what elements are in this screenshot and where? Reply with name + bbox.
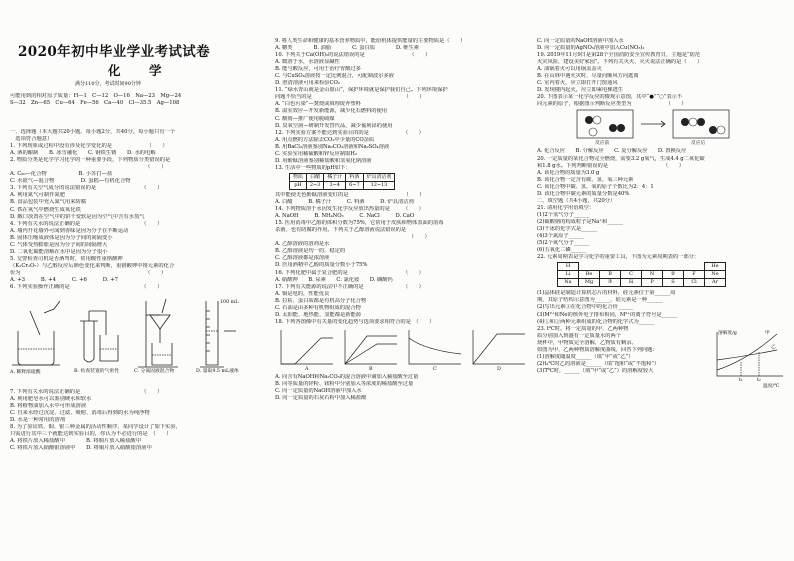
atomic-masses-line: S—32 Zn—65 Cu—64 Fe—56 Ca—40 Cl—35.5 Ag—108 bbox=[10, 100, 180, 107]
question-line: 同元素的原子，根据图示判断反应类型为 （ ） bbox=[537, 101, 687, 108]
element-cell: Cl bbox=[684, 279, 705, 287]
question-line: A. 化合反应 B. 分解反应 C. 复分解反应 D. 置换反应 bbox=[537, 148, 687, 155]
chart-ylabel: 溶解度/g bbox=[718, 331, 737, 337]
ph-table bbox=[289, 173, 395, 190]
element-cell bbox=[621, 263, 642, 271]
ph-table-header: 白醋 bbox=[306, 173, 323, 181]
element-cell: F bbox=[684, 271, 705, 279]
question-line: 选项符合题意） bbox=[10, 136, 53, 143]
element-cell: Li bbox=[558, 271, 579, 279]
figure-q18 bbox=[275, 326, 530, 374]
question-line: 杀菌，也有防腐的作用。下列关于乙醇溶液说法错误的是 bbox=[275, 227, 407, 234]
question-line: B. 能与酸反应，可用于治疗胃酸过多 bbox=[275, 66, 361, 73]
question-line: A. 油锅着火可以用锅盖盖灭 bbox=[537, 66, 602, 73]
element-cell: Ar bbox=[705, 279, 726, 287]
question-line: D. 臭氧空洞—研制开发替代品，减少氟利昂的使用 bbox=[275, 122, 393, 129]
question-line: 14. 下列物质溶于水因发生化学反应放出热量的是 （ ） bbox=[275, 206, 424, 213]
question-line: (6)五氧化二磷______ bbox=[537, 247, 587, 254]
graduated-cylinder-d bbox=[200, 300, 239, 367]
graph-label-a: A bbox=[305, 366, 309, 372]
question-line: (2)碳酸钠的构成粒子是Na⁺和______ bbox=[537, 218, 623, 225]
question-line: 9. 将人类生命和健康的基本营养物质中，能给机体提供能量的主要物质是（ ） bbox=[275, 38, 466, 44]
reaction-before-label: 反应前 bbox=[595, 141, 610, 147]
element-cell: H bbox=[558, 263, 579, 271]
figure-q6 bbox=[10, 291, 265, 379]
figure-label-d: D. 量取9.5 mL液体 bbox=[196, 369, 239, 375]
question-line: D. 敞口放置在空气中的饼干变软是因为空气中含有水蒸气 bbox=[10, 213, 145, 220]
question-line: C. 向一定质量的NaOH溶液中加入水 bbox=[275, 387, 362, 394]
question-line: 16. 下列化肥中属于复合肥的是 （ ） bbox=[275, 269, 424, 276]
periodic-row bbox=[558, 271, 726, 279]
ph-table-row-label: pH bbox=[290, 181, 307, 189]
question-line: A. 硝酸钾 B. 尿素 C. 氯化铵 D. 磷酸钙 bbox=[275, 276, 393, 283]
question-line: (1)溶解度随温度______（填“甲”或“乙”） bbox=[537, 353, 634, 360]
question-line: 火灾风险，建设美好家园”。下列有关灭火、灭火说法正确的是（ ） bbox=[537, 59, 703, 66]
ph-table-header: 橘子汁 bbox=[324, 173, 346, 181]
element-cell: Na bbox=[558, 279, 579, 287]
reaction-after-label: 反应后 bbox=[691, 141, 706, 147]
exam-info: 满分110分，考试时间90分钟 bbox=[75, 81, 141, 87]
question-line: 其中能使无色酚酞溶液变红的是 （ ） bbox=[275, 191, 425, 198]
question-line: A. 糖类 B. 油脂 C. 蛋白质 D. 维生素 bbox=[275, 45, 419, 52]
question-line: 5. 交警检查司机是否酒驾时，常用酸性重铬酸钾 bbox=[10, 255, 123, 262]
element-cell: Ne bbox=[705, 271, 726, 279]
cylinder-volume-mark: 100 mL bbox=[220, 300, 239, 306]
question-line: B. 食品包装中充入氮气用来防腐 bbox=[10, 199, 87, 206]
element-cell bbox=[642, 263, 663, 271]
ph-table-header: 炉具清洁剂 bbox=[363, 173, 395, 181]
element-cell: B bbox=[600, 271, 621, 279]
figure-label-a: A. 稀释浓硫酸 bbox=[10, 370, 41, 376]
question-line: B. 固体压缩成液体是因为分子间的间隔变小 bbox=[10, 234, 113, 241]
question-line: C. 乙醇溶液都是浓溶液 bbox=[275, 255, 330, 262]
element-cell: S bbox=[663, 279, 684, 287]
beaker-apparatus-a bbox=[12, 301, 60, 365]
question-line: 11. “绿水青山就是金山银山”，保护环境就是保护我们自己。下列环境保护 bbox=[275, 87, 448, 94]
page-title: 2020年初中毕业学业考试试卷 bbox=[18, 44, 211, 60]
question-line: 6. 下列实验操作正确的是 （ ） bbox=[10, 284, 163, 291]
question-line: 23. t℃时，将一定质量的甲、乙两种物 bbox=[537, 325, 629, 332]
question-line: 3. 下列有关空气成分的说法错误的是 （ ） bbox=[10, 185, 163, 192]
element-cell bbox=[579, 263, 600, 271]
question-line: (1)2个氢气分子______ bbox=[537, 211, 590, 218]
question-line: D. 用酚酞溶液鉴别稀盐酸和氢氧化钠溶液 bbox=[275, 157, 372, 164]
question-line: B. 将植物油加入水中可形成溶液 bbox=[10, 403, 87, 410]
question-line: 期，其原子结构示意图为______，硅元素是一种______ bbox=[537, 297, 663, 304]
series-yi-line bbox=[717, 350, 777, 360]
ph-table-cell: 2~3 bbox=[306, 181, 323, 189]
question-line: (3)T℃时，______（填“甲”或“乙”）的溶解度较大 bbox=[537, 367, 654, 374]
element-cell: Mg bbox=[579, 279, 600, 287]
question-line: C. 将铁片放入硝酸银溶液中 D. 将铜片放入硝酸银溶液中 bbox=[10, 445, 152, 452]
graphs-q18 bbox=[275, 326, 530, 374]
figure-q20 bbox=[537, 108, 787, 148]
question-line: （ ） bbox=[275, 234, 430, 241]
question-line: 20. 一定质量的某化合物完全燃烧，需要3.2 g氧气，生成4.4 g二氧化碳 bbox=[537, 155, 705, 162]
element-cell: P bbox=[642, 279, 663, 287]
graph-c bbox=[409, 330, 461, 364]
question-line: B. 该化合物一定含有碳、氢、氧三种元素 bbox=[537, 176, 634, 183]
question-line: A. 将铁片放入稀盐酸中 B. 将铜片放入稀盐酸中 bbox=[10, 438, 141, 445]
question-line: D. 向一定质量的石灰石粉中加入稀盐酸 bbox=[275, 395, 367, 402]
question-line: D. 二氧化碳能溶解在水中是因为分子很小 bbox=[10, 248, 108, 255]
question-line: A. 白醋 B. 橘子汁 C. 料酒 D. 炉具清洁剂 bbox=[275, 199, 414, 206]
question-line: 1. 下列现象或过程中没有涉及化学变化的是 （ ） bbox=[10, 143, 168, 150]
question-line: (3)干冰的化学式是______ bbox=[537, 225, 597, 232]
question-line: (4)3个氮原子______ bbox=[537, 233, 585, 240]
question-line: 22. 元素周期表是学习化学的重要工具，下图为元素周期表的一部分： bbox=[537, 254, 700, 261]
question-line: B. 乙醇溶液是均一的、稳定的 bbox=[275, 248, 346, 255]
question-line: 7. 下列有关水的说法正确的是 （ ） bbox=[10, 389, 163, 396]
question-line: A. 利用氮气可制作氮肥 bbox=[10, 192, 65, 199]
question-line: C. 实验室用稀硫酸和锌反应制取H₂ bbox=[275, 150, 357, 157]
question-line: A. 铜是电的，性能优良 bbox=[275, 290, 330, 297]
question-line: B. 拉枯、蛋白质都是有机高分子化合物 bbox=[275, 297, 367, 304]
series-label-jia: 甲 bbox=[765, 331, 770, 337]
question-line: B. 温室效应—开发新能源，减少化石燃料的使用 bbox=[275, 108, 388, 115]
ph-table-row bbox=[290, 181, 395, 189]
figure-label-b: B. 检查装置的气密性 bbox=[74, 369, 119, 375]
question-line: C. 酸雨—推广使用脱硫煤 bbox=[275, 115, 335, 122]
question-line: C. 石油是由多种有机物组成的混合物 bbox=[275, 304, 361, 311]
question-line: A. 墙内开花墙外可闻到香味是因为分子在不断运动 bbox=[10, 227, 129, 234]
question-line: C. 该化合物中碳、氢、氧的原子个数比为2：4：1 bbox=[537, 183, 654, 190]
question-line: 19. 2019年11月9日是第28个全国消防安全宣传教育日，主题是“防范 bbox=[537, 52, 701, 59]
question-line: C. 向一定质量的NaOH溶液中加入水 bbox=[537, 38, 624, 44]
question-line: D. 该化合物中碳元素的质量分数是40% bbox=[537, 190, 630, 197]
question-line: 17. 下列有关能源的说法中不正确的是 （ ） bbox=[275, 283, 424, 290]
tick-label: t₁ bbox=[739, 378, 743, 384]
subject-title: 化 学 bbox=[108, 63, 170, 78]
question-line: 4. 下列有关水的说法正确的是 （ ） bbox=[10, 220, 163, 227]
question-line: 13. 生活中一些物质的pH如下： bbox=[275, 164, 351, 171]
column-2 bbox=[275, 38, 530, 402]
question-line: 烧杯中，甲物质完全溶解，乙物质有剩余。 bbox=[537, 339, 637, 346]
question-line: D. 向一定质量的AgNO₃溶液中加入Cu(NO₃)₂ bbox=[537, 45, 645, 52]
reaction-diagram bbox=[537, 108, 787, 148]
question-line: C. 室内着火，应立即打开门窗通风 bbox=[537, 80, 618, 87]
question-line: A. “白色污染”—焚烧或填埋废弃塑料 bbox=[275, 101, 361, 108]
question-line: D. 澄清溶液可用来检验CO₂ bbox=[275, 80, 340, 87]
question-line: 12. 下列实验方案不能达到实验目的的是 （ ） bbox=[275, 129, 424, 136]
question-line: 质分别加入到盛有一定质量水的两个 bbox=[537, 332, 621, 339]
ph-table-header: 物质 bbox=[290, 173, 307, 181]
question-line: 问题不恰当的是 （ ） bbox=[275, 94, 425, 101]
question-line: (1)晶体硅是制造计算机芯片的材料，硅元素位于第______周 bbox=[537, 290, 676, 297]
ph-table-cell: 3~4 bbox=[324, 181, 346, 189]
element-cell: N bbox=[642, 271, 663, 279]
element-cell: ② bbox=[663, 271, 684, 279]
q22-23-block bbox=[537, 290, 787, 390]
column-1 bbox=[10, 129, 265, 453]
element-cell: He bbox=[705, 263, 726, 271]
ph-table-cell: 12~13 bbox=[363, 181, 395, 189]
graph-label-d: D bbox=[497, 366, 501, 372]
question-line: C. 自来水经过沉淀、过滤、吸附、消毒后得到的水为纯净物 bbox=[10, 410, 150, 417]
element-cell: C bbox=[621, 271, 642, 279]
question-line: （K₂Cr₂O₇）与乙醇反应后颜色变化来判断，重铬酸钾中铬元素的化合 bbox=[10, 262, 175, 269]
question-line: A. NaOH B. NH₄NO₃ C. NaCl D. CaO bbox=[275, 213, 415, 220]
chart-xlabel: 温度/℃ bbox=[763, 384, 780, 390]
question-line: A. 向含有NaOH和Na₂CO₃的混合溶液中滴加入稀盐酸至过量 bbox=[275, 373, 419, 380]
question-line: (2)写出元素③在化合物中的化合价______ bbox=[537, 304, 634, 311]
graph-b bbox=[345, 330, 397, 364]
question-line: A. 用点燃的方法除去CO₂中少量的CO杂质 bbox=[275, 136, 375, 143]
figure-label-c: C. 分离固液混合物 bbox=[134, 369, 175, 375]
graph-label-b: B bbox=[369, 366, 373, 372]
question-line: D. 医用酒精中乙醇的质量分数小于75% bbox=[275, 262, 368, 269]
question-line: A. C₆₀—化合物 B. 小苏打—盐 bbox=[10, 171, 113, 178]
question-line: B. 用BaCl₂溶液鉴别Na₂CO₃溶液和Na₂SO₄溶液 bbox=[275, 143, 390, 150]
element-cell: Be bbox=[579, 271, 600, 279]
element-cell bbox=[600, 263, 621, 271]
ph-table-header-row bbox=[290, 173, 395, 181]
question-line: 价为 （ ） bbox=[10, 269, 167, 276]
question-line: (4)①和②两种元素组成的化合物的化学式为______ bbox=[537, 318, 655, 325]
series-label-yi: 乙 bbox=[771, 345, 776, 351]
column-3 bbox=[537, 38, 787, 390]
ph-table-cell: 6~7 bbox=[346, 181, 363, 189]
filter-apparatus-c bbox=[138, 299, 178, 367]
question-line: (2)t₁℃时乙的溶液是______（填“饱和”或“不饱和”） bbox=[537, 360, 660, 367]
question-line: C. 与CuSO₄溶液按一定比例混合，可配制波尔多液 bbox=[275, 73, 394, 80]
question-line: A. 酒的酿制 B. 冰雪融化 C. 钢铁生锈 D. 水的电解 bbox=[10, 150, 156, 157]
question-line: C. 水银气—混合物 D. 蛋糕—有机化合物 bbox=[10, 178, 131, 185]
question-line: D. 水是一种常用的溶剂 bbox=[10, 417, 66, 424]
question-line: D. 太阳能、地热能、氢能都是新能源 bbox=[275, 311, 361, 318]
question-line: 2. 物质分类是化学学习化学的一种重要手段，下列物质分类错误的是 bbox=[10, 157, 171, 164]
question-line: 20. 下图表示某一化学反应的微观示意图，其中“●”“○”表示不 bbox=[537, 94, 683, 101]
element-cell: Si bbox=[621, 279, 642, 287]
ph-table-header: 料酒 bbox=[346, 173, 363, 181]
periodic-table bbox=[557, 262, 726, 287]
question-line: 15. 医用消毒中乙醇的体积分数为75%，它常用于皮肤和物体表面的消毒 bbox=[275, 220, 444, 227]
question-line: 18. 下列各图像中有关量的变化趋势与选项要求相符合的是 （ ） bbox=[275, 318, 435, 325]
question-line: A. 利用肥皂水可以鉴别硬水和软水 bbox=[10, 396, 92, 403]
test-tube-apparatus-b bbox=[80, 311, 118, 362]
element-cell bbox=[684, 263, 705, 271]
question-line: B. 向等质量的锌粉、镁粉中分别加入等浓度的稀盐酸至过量 bbox=[275, 380, 414, 387]
question-line: 21. 请用化学用语填空： bbox=[537, 204, 595, 211]
graph-d bbox=[473, 330, 525, 364]
atomic-masses bbox=[10, 93, 265, 107]
periodic-row bbox=[558, 279, 726, 287]
question-line: 只需进行其中三个就能达到实验目的，你认为不必进行的是 （ ） bbox=[10, 431, 172, 438]
question-line: 如图为甲、乙两种物质溶解度曲线，回答下列问题： bbox=[537, 346, 658, 353]
question-line: A. +3 B. +4 C. +6 D. +7 bbox=[10, 276, 119, 283]
question-line: (5)2个氧气分子______ bbox=[537, 240, 590, 247]
element-cell: ③ bbox=[600, 279, 621, 287]
question-line: 一、选择题（本大题共20小题，每小题2分，共40分。每小题只有一个 bbox=[10, 129, 176, 135]
element-cell bbox=[663, 263, 684, 271]
question-line: A. 该化合物的质量为3.0 g bbox=[537, 169, 600, 176]
question-line: C. 气体受热膨胀是因为分子间的间隔增大 bbox=[10, 241, 108, 248]
question-line: (3)M²⁺和Ne的核外电子排布相同，M²⁺的离子符号是______ bbox=[537, 311, 678, 318]
graph-a bbox=[281, 330, 333, 364]
question-line: 和1.8 g水。下列判断错误的是 （ ） bbox=[537, 162, 685, 169]
solubility-chart bbox=[707, 330, 787, 390]
question-line: （ ） bbox=[10, 164, 167, 171]
periodic-row bbox=[558, 263, 726, 271]
question-line: A. 乙醇溶液的溶剂是水 bbox=[275, 241, 330, 248]
question-line: 二、填空题（共4小题，共20分） bbox=[537, 197, 616, 204]
atomic-masses-line: 可能用到的相对原子质量：H—1 C—12 O—16 Na—23 Mg—24 bbox=[10, 93, 182, 99]
question-line: 10. 下列关于Ca(OH)₂的说法错误的是 （ ） bbox=[275, 52, 431, 59]
question-line: D. 发现楼内起火，应立即乘电梯逃生 bbox=[537, 87, 623, 94]
graph-label-c: C bbox=[433, 366, 437, 372]
tick-label: t₂ bbox=[757, 378, 761, 384]
question-line: C. 铁在氧气中燃烧生成氧化铁 bbox=[10, 206, 81, 213]
question-line: A. 微溶于水，水溶液显碱性 bbox=[275, 59, 340, 66]
question-line: B. 在山林中遇火灾时，尽量向顺风方向逃离 bbox=[537, 73, 639, 80]
question-line: 8. 为了验证铁、铜、银三种金属的活动性顺序，某同学设计了如下实验， bbox=[10, 424, 181, 431]
